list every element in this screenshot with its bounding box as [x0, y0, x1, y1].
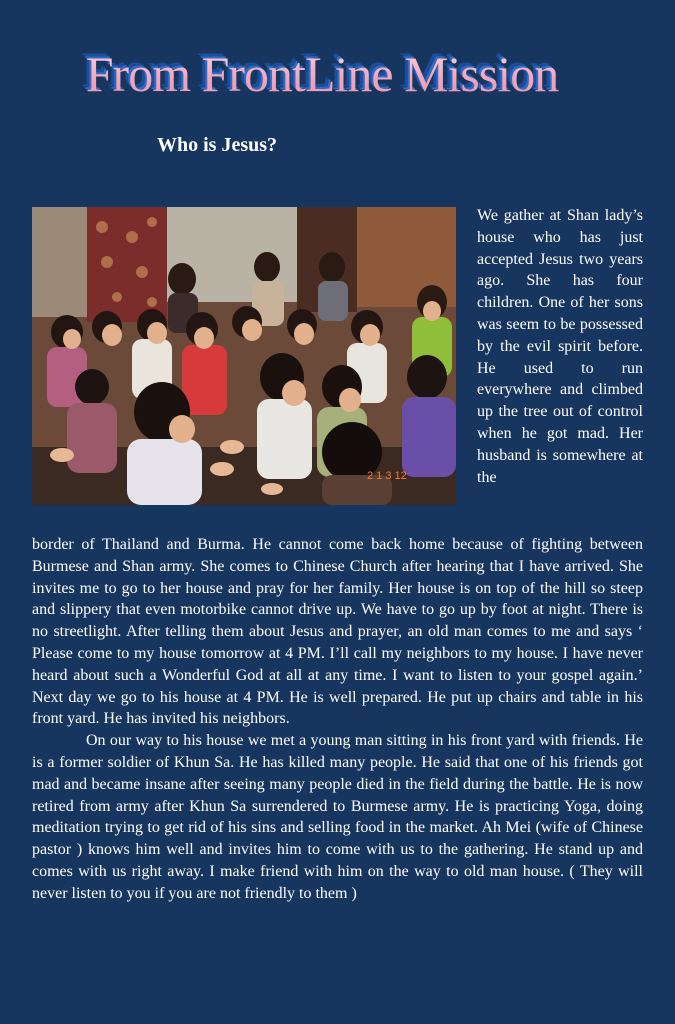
- banner-title: [62, 34, 582, 114]
- banner-title-text: From FrontLine Mission: [62, 34, 582, 114]
- article-column-text: [477, 205, 643, 488]
- article-subtitle: Who is Jesus?: [157, 134, 278, 156]
- photo-date-stamp: 2 1 3 12: [367, 470, 407, 482]
- article-body: [32, 534, 643, 905]
- article-paragraph-1: border of Thailand and Burma. He cannot come back home because of fighting between Burmese and Shan army. She comes to Chinese Church after hearing that I have arrived. She invites me to go to her house and pray for her family. Her house is on top of the hill so steep and slippery that even motorbike cannot drive up. We have to go up by foot at night. There is no streetlight. After telling them about Jesus and prayer, an old man comes to me and says ‘ Please come to my house tomorrow at 4 PM. I’ll call my neighbors to my house. I have never heard about such a Wonderful God at all at any time. I want to listen to your gospel again.’ Next day we go to his house at 4 PM. He is well prepared. He put up chairs and table in his front yard. He has invited his neighbors.: [32, 536, 643, 728]
- article-paragraph-2: On our way to his house we met a young man sitting in his front yard with friends. He is a former soldier of Khun Sa. He has killed many people. He said that one of his friends got mad and became insane after seeing many people died in the field during the battle. He is now retired from army after Khun Sa surrendered to Burmese army. He is practicing Yoga, doing meditation trying to get rid of his sins and selling food in the market. Ah Mei (wife of Chinese pastor ) knows him well and invites him to come with us to the gathering. He stand up and comes with us right away. I make friend with him on the way to old man house. ( They will never listen to you if you are not friendly to them ): [32, 732, 643, 902]
- gathering-photo-illustration: [32, 207, 456, 505]
- gathering-photo: [32, 207, 456, 505]
- article-intro: We gather at Shan lady’s house who has just accepted Jesus two years ago. She has four children. One of her sons was seem to be possessed by the evil spirit before. He used to run everywhere and climbed up the tree out of control when he got mad. Her husband is somewhere at the: [477, 207, 643, 486]
